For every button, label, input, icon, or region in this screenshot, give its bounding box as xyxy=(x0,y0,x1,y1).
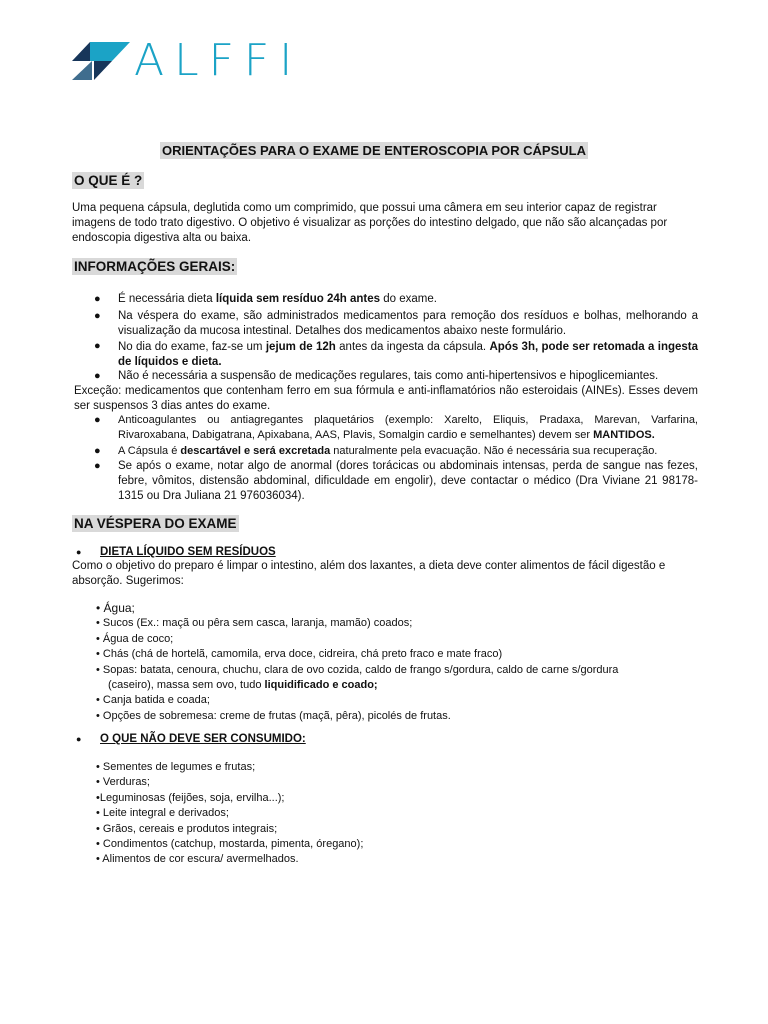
list-item: • Opções de sobremesa: creme de frutas (maçã, pêra), picolés de frutas. xyxy=(96,709,451,722)
general-item-medication: Na véspera do exame, são administrados medicamentos para remoção dos resíduos e bolhas, melhorando a visualização da mucosa intestinal. Detalhes dos medicamentos abaixo neste formulário. xyxy=(118,310,698,337)
section-what-is-heading: O QUE É ? xyxy=(74,173,143,188)
alffi-logo xyxy=(72,35,303,86)
general-item-diet: É necessária dieta líquida sem resíduo 24h antes do exame. xyxy=(118,293,437,305)
general-item-contact: Se após o exame, notar algo de anormal (dores torácicas ou abdominais intensas, perda de sangue nas fezes, febre, vômitos, distensão abdominal, dificuldade em engolir), deve contactar o médico (Dra Viviane 21 98178-1315 ou Dra Juliana 21 976036034). xyxy=(118,460,698,502)
what-is-text: Uma pequena cápsula, deglutida como um comprimido, que possui uma câmera em seu interior capaz de registrar imagens de todo trato digestivo. O objetivo é visualizar as porções do intestino delgado, que não são alcançadas por endoscopia digestiva alta ou baixa. xyxy=(72,202,668,244)
general-item-capsule: A Cápsula é descartável e será excretada naturalmente pela evacuação. Não é necessária sua recuperação. xyxy=(118,445,658,457)
list-item: • Chás (chá de hortelã, camomila, erva doce, cidreira, chá preto fraco e mate fraco) xyxy=(96,648,503,661)
list-item: • Sucos (Ex.: maçã ou pêra sem casca, laranja, mamão) coados; xyxy=(96,617,413,630)
diet-subheading: ● DIETA LÍQUIDO SEM RESÍDUOS xyxy=(76,546,276,558)
list-item: • Canja batida e coada; xyxy=(96,694,210,707)
bullet-dot: ● xyxy=(94,340,101,352)
bullet-dot: ● xyxy=(94,460,101,472)
diet-list xyxy=(96,601,618,724)
list-item: • Sopas: batata, cenoura, chuchu, clara de ovo cozida, caldo de frango s/gordura, caldo de carne s/gordura xyxy=(96,663,619,676)
section-general-heading: INFORMAÇÕES GERAIS: xyxy=(74,259,236,274)
bullet-dot: ● xyxy=(94,370,101,382)
list-item: • Alimentos de cor escura/ avermelhados. xyxy=(96,853,299,866)
list-item: • Verduras; xyxy=(96,776,150,789)
general-item-fasting: No dia do exame, faz-se um jejum de 12h antes da ingesta da cápsula. Após 3h, pode ser retomada a ingesta de líquidos e dieta. xyxy=(118,341,699,368)
list-item: (caseiro), massa sem ovo, tudo liquidificado e coado; xyxy=(108,679,378,692)
document-title: ORIENTAÇÕES PARA O EXAME DE ENTEROSCOPIA POR CÁPSULA xyxy=(162,143,586,158)
bullet-dot: ● xyxy=(94,310,101,322)
list-item: • Grãos, cereais e produtos integrais; xyxy=(96,822,278,835)
list-item: • Água de coco; xyxy=(96,632,174,645)
bullet-dot: ● xyxy=(76,547,82,557)
bullet-dot: ● xyxy=(94,445,101,457)
list-item: • Água; xyxy=(96,601,135,615)
list-item: •Leguminosas (feijões, soja, ervilha...); xyxy=(96,791,285,804)
general-item-regular-meds: Não é necessária a suspensão de medicações regulares, tais como anti-hipertensivos e hipoglicemiantes. xyxy=(118,370,659,382)
general-item-anticoagulants: Anticoagulantes ou antiagregantes plaquetários (exemplo: Xarelto, Eliquis, Pradaxa, Marevan, Varfarina, Rivaroxabana, Dabigatrana, Apixabana, AAS, Plavis, Somalgin cardio e semelhantes) devem ser MANTIDOS. xyxy=(118,414,698,441)
list-item: • Condimentos (catchup, mostarda, pimenta, óregano); xyxy=(96,838,364,851)
logo-mark-icon xyxy=(72,42,130,80)
avoid-list xyxy=(96,760,363,868)
avoid-subheading: ● O QUE NÃO DEVE SER CONSUMIDO: xyxy=(76,733,306,745)
logo-text: ALFFI xyxy=(134,35,303,86)
section-eve-heading: NA VÉSPERA DO EXAME xyxy=(74,516,237,531)
bullet-dot: ● xyxy=(94,293,101,305)
diet-intro-text: Como o objetivo do preparo é limpar o intestino, além dos laxantes, a dieta deve conter alimentos de fácil digestão e absorção. Sugerimos: xyxy=(72,560,666,587)
list-item: • Leite integral e derivados; xyxy=(96,807,229,820)
bullet-dot: ● xyxy=(94,414,101,426)
general-exception-text: Exceção: medicamentos que contenham ferro em sua fórmula e anti-inflamatórios não esteroidais (AINEs). Esses devem ser suspensos 3 dias antes do exame. xyxy=(74,385,698,412)
bullet-dot: ● xyxy=(76,734,82,744)
list-item: • Sementes de legumes e frutas; xyxy=(96,761,256,773)
